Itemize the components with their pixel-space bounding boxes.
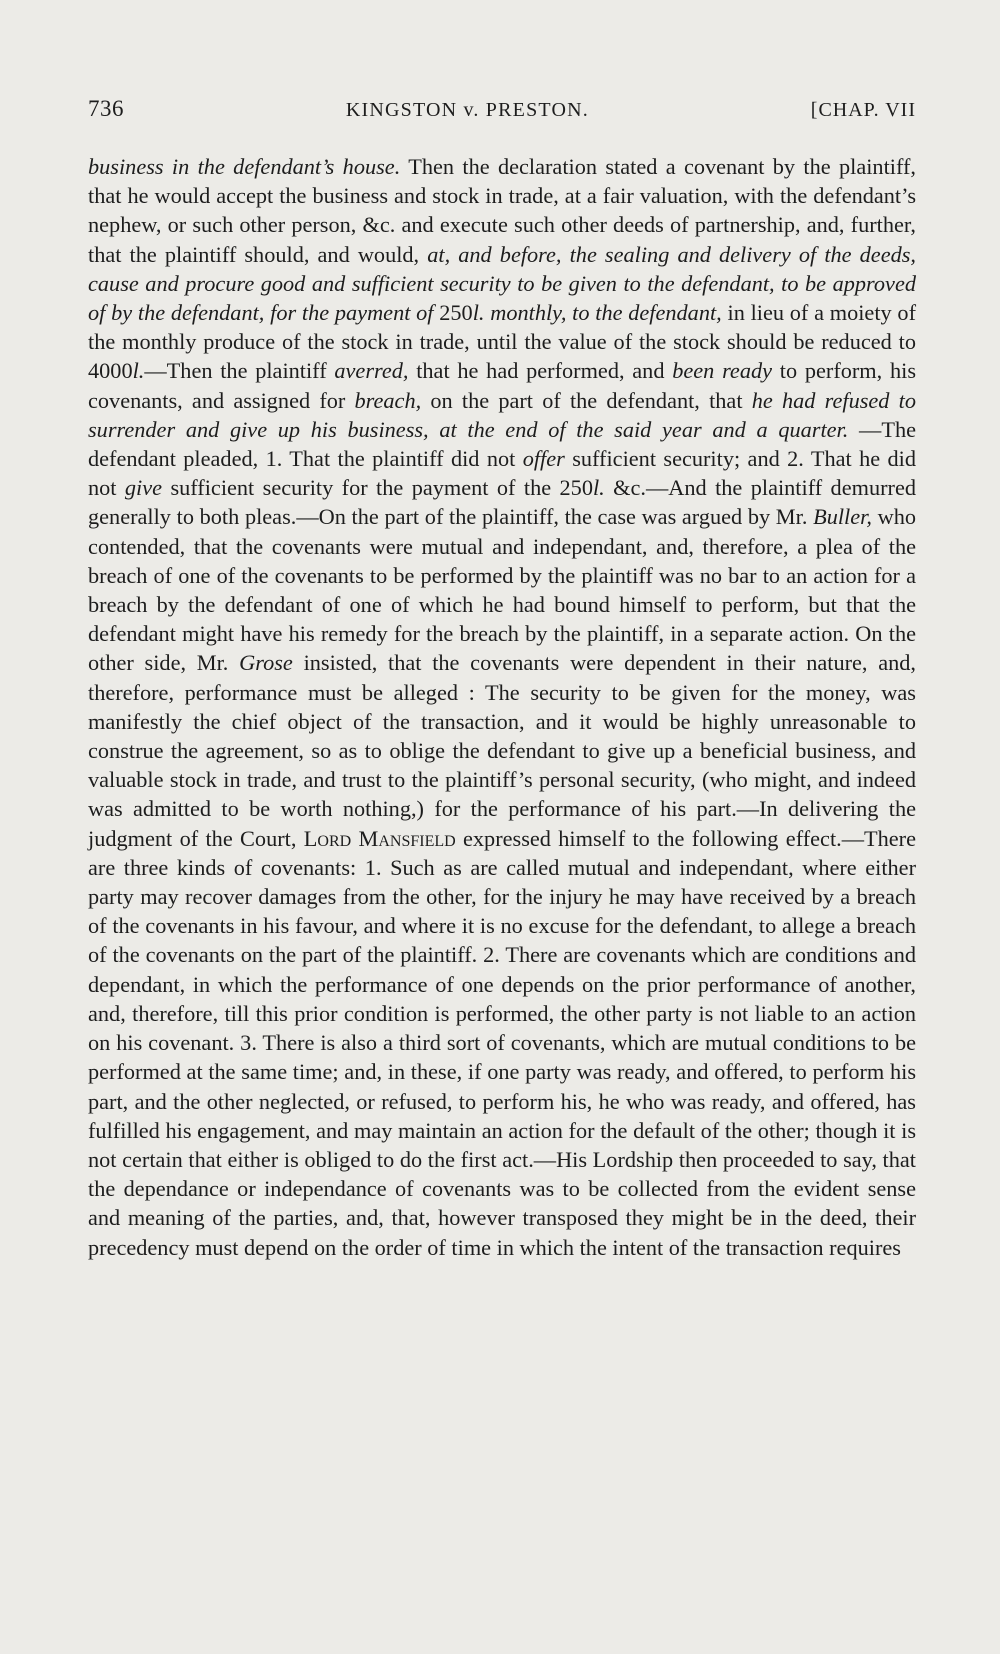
text-run: business in the defendant’s house. [88,154,401,179]
text-run: l. [132,358,145,384]
text-run: who contended, that the covenants were mutual and independant, and, therefore, a plea of the breach of one of the covenants to be performed by the plaintiff was no bar to an action for a breach by the defendant of one of which he had bound himself to perform, but that the defendant might have his remedy for the breach by the plaintiff, in a separate action. On the other side, Mr. [88,504,916,676]
text-run: Grose [239,650,293,676]
text-run: offer [522,446,565,472]
text-run: averred, [334,358,409,384]
text-run: give [124,475,163,501]
text-run: in lieu of a moiety of the monthly produce of the stock in trade, until the value of the stock should be reduced to 4000 [88,300,916,384]
text-run: at, and before, the sealing and delivery of the deeds, cause and procure good and sufficient security to be given to the defendant, to be approved of by the defendant, for the payment of [88,241,916,326]
body-paragraph [88,152,916,1262]
chapter-label: [CHAP. VII [810,99,916,121]
text-run: Then the declaration stated a covenant by the plaintiff, that he would accept the business and stock in trade, at a fair valuation, with the defendant’s nephew, or such other person, &c. and execute such other deeds of partnership, and, further, that the plaintiff should, and would, [88,154,916,267]
text-run: —Then the plaintiff [144,358,335,384]
text-run: l. monthly, to the defendant, [472,300,722,326]
text-run: Lord Mansfield [303,825,456,851]
text-run: expressed himself to the following effect.—There are three kinds of covenants: 1. Such as are called mutual and independant, where either party may recover damages from the other, for the injury he may have received by a breach of the covenants in his favour, and where it is no excuse for the defendant, to allege a breach of the covenants on the part of the plaintiff. 2. There are covenants which are conditions and dependant, in which the performance of one depends on the prior performance of another, and, therefore, till this prior condition is performed, the other party is not liable to an action on his covenant. 3. There is also a third sort of covenants, which are mutual conditions to be performed at the same time; and, in these, if one party was ready, and offered, to perform his part, and the other neglected, or refused, to perform his, he who was ready, and offered, has fulfilled his engagement, and may maintain an action for the default of the other; though it is not certain that either is obliged to do the first act.—His Lordship then proceeded to say, that the dependance or independance of covenants was to be collected from the evident sense and meaning of the parties, and, that, however transposed they might be in the deed, their precedency must depend on the order of time in which the intent of the transaction requires [88,825,916,1260]
text-run: sufficient security for the payment of the 250 [162,475,593,501]
text-run: on the part of the defendant, that [421,387,752,413]
running-title: KINGSTON v. PRESTON. [345,99,589,121]
text-run: been ready [672,358,773,384]
running-header [88,96,916,122]
text-run: —The defendant pleaded, 1. That the plaintiff did not [88,416,916,472]
text-run: breach, [354,387,422,413]
text-run: to perform, his covenants, and assigned for [88,358,916,413]
text-run: l. [592,475,605,501]
text-run: &c.—And the plaintiff demurred generally to both pleas.—On the part of the plaintiff, the case was argued by Mr. [88,475,916,530]
text-run: 250 [433,300,473,326]
page-number: 736 [88,96,124,121]
text-run: that he had performed, and [408,358,673,384]
text-run: insisted, that the covenants were dependent in their nature, and, therefore, performance must be alleged : The security to be given for the money, was manifestly the chief object of the transaction, and it would be highly unreasonable to construe the agreement, so as to oblige the defendant to give up a beneficial business, and valuable stock in trade, and trust to the plaintiff’s personal security, (who might, and indeed was admitted to be worth nothing,) for the performance of his part.—In delivering the judgment of the Court, [88,650,917,851]
text-run: Buller, [813,504,872,530]
text-run: he had refused to surrender and give up his business, at the end of the said year and a quarter. [88,387,916,442]
text-run: sufficient security; and 2. That he did not [88,446,916,501]
